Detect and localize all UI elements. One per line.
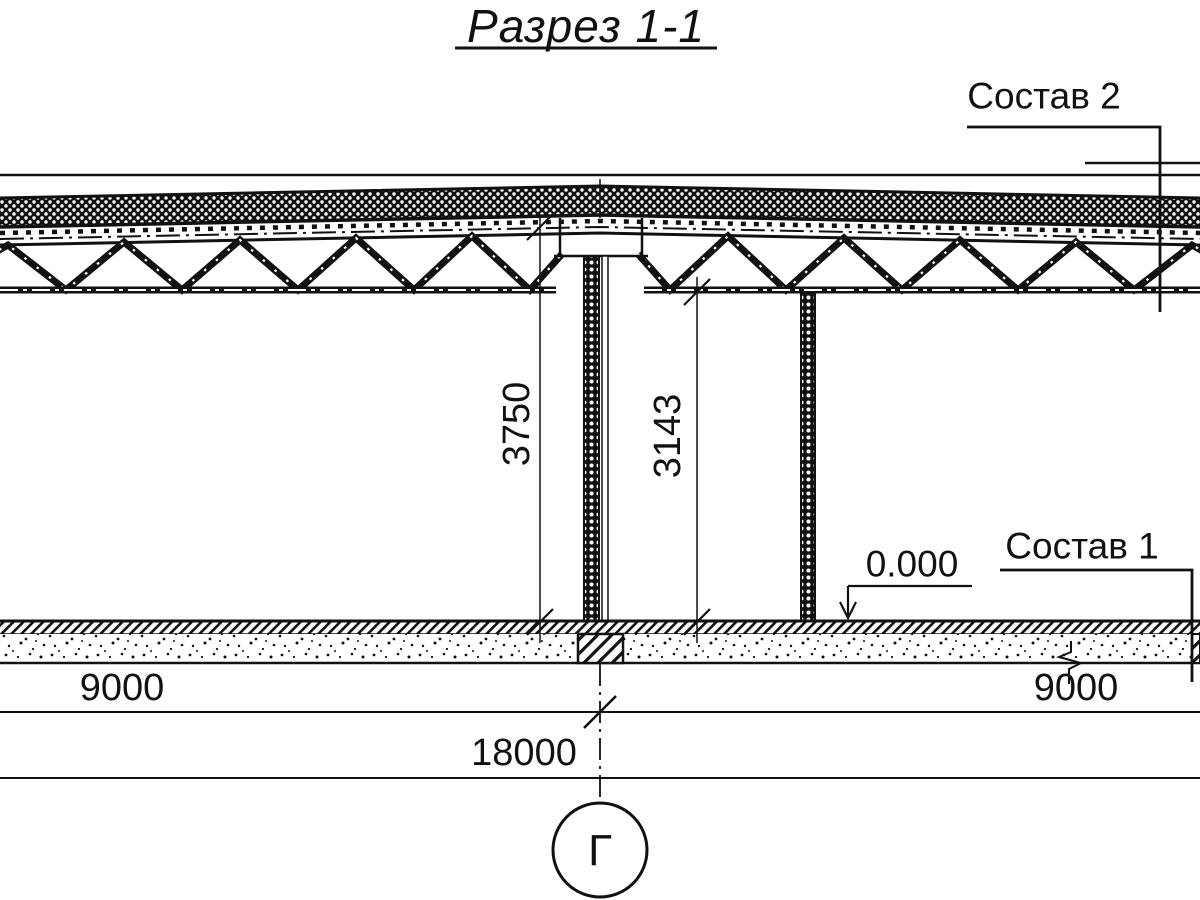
floor-composition-label: Состав 1	[1005, 525, 1159, 567]
elevation-arrow	[840, 586, 972, 618]
dim-span-left: 9000	[79, 667, 165, 709]
leader-lines	[455, 48, 1192, 682]
elevation-value: 0.000	[865, 543, 959, 585]
dim-span-total: 18000	[471, 732, 577, 774]
dim-column-height: 3750	[496, 381, 538, 467]
dim-span-right: 9000	[1033, 667, 1119, 709]
dim-clear-height: 3143	[647, 393, 689, 479]
axis-letter: Г	[588, 826, 612, 875]
roof-top-lines	[0, 163, 1200, 175]
drawing-title: Разрез 1-1	[467, 0, 705, 52]
center-column	[584, 256, 608, 622]
roof-composition-label: Состав 2	[967, 75, 1121, 117]
right-column	[801, 292, 815, 622]
